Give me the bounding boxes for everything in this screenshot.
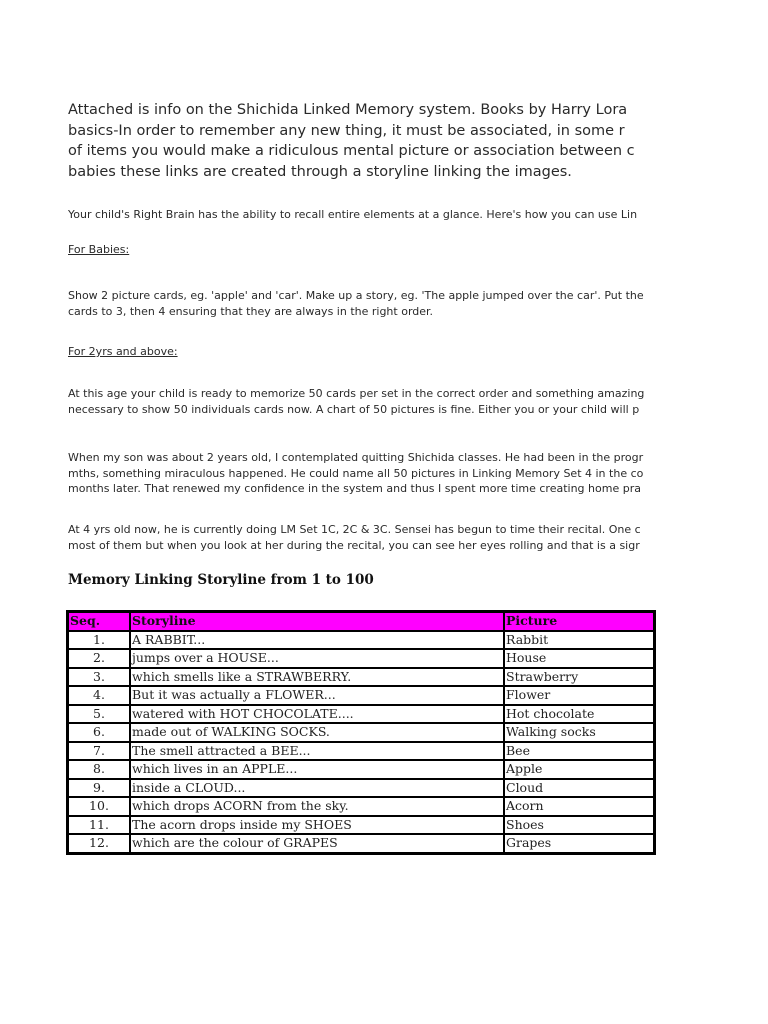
seq-cell: 12. bbox=[68, 834, 131, 853]
table-row bbox=[68, 797, 655, 816]
picture-cell: Grapes bbox=[504, 834, 655, 853]
intro-line: babies these links are created through a storyline linking the images. bbox=[68, 163, 572, 180]
table-header-row bbox=[68, 612, 655, 631]
header-seq: Seq. bbox=[68, 612, 131, 631]
toddlers-line: necessary to show 50 individuals cards now. A chart of 50 pictures is fine. Either you or your child will p bbox=[68, 402, 640, 416]
toddlers-heading: For 2yrs and above: bbox=[68, 345, 178, 358]
picture-cell: Acorn bbox=[504, 797, 655, 816]
recital-line: most of them but when you look at her during the recital, you can see her eyes rolling and that is a sigr bbox=[68, 538, 640, 552]
recital-paragraph bbox=[68, 522, 656, 553]
table-row bbox=[68, 686, 655, 705]
seq-cell: 3. bbox=[68, 668, 131, 687]
right-brain-line: Your child's Right Brain has the ability to recall entire elements at a glance. Here's how you can use Lin bbox=[68, 208, 638, 221]
babies-paragraph bbox=[68, 288, 656, 319]
picture-cell: Rabbit bbox=[504, 631, 655, 650]
intro-line: of items you would make a ridiculous mental picture or association between c bbox=[68, 143, 635, 159]
babies-heading: For Babies: bbox=[68, 243, 130, 256]
seq-cell: 4. bbox=[68, 686, 131, 705]
seq-cell: 2. bbox=[68, 649, 131, 668]
table-title: Memory Linking Storyline from 1 to 100 bbox=[68, 572, 374, 588]
picture-cell: Walking socks bbox=[504, 723, 655, 742]
header-storyline: Storyline bbox=[130, 612, 504, 631]
right-brain-paragraph bbox=[68, 207, 656, 223]
seq-cell: 7. bbox=[68, 742, 131, 761]
table-row bbox=[68, 631, 655, 650]
storyline-cell: which smells like a STRAWBERRY. bbox=[130, 668, 504, 687]
storyline-table bbox=[66, 610, 656, 855]
storyline-cell: The acorn drops inside my SHOES bbox=[130, 816, 504, 835]
storyline-cell: which drops ACORN from the sky. bbox=[130, 797, 504, 816]
storyline-cell: which lives in an APPLE... bbox=[130, 760, 504, 779]
picture-cell: Hot chocolate bbox=[504, 705, 655, 724]
storyline-cell: made out of WALKING SOCKS. bbox=[130, 723, 504, 742]
son-line: months later. That renewed my confidence in the system and thus I spent more time creating home pra bbox=[68, 482, 641, 495]
storyline-cell: inside a CLOUD... bbox=[130, 779, 504, 798]
toddlers-line: At this age your child is ready to memorize 50 cards per set in the correct order and something amazing bbox=[68, 387, 645, 400]
seq-cell: 9. bbox=[68, 779, 131, 798]
son-line: When my son was about 2 years old, I contemplated quitting Shichida classes. He had been in the progr bbox=[68, 451, 644, 464]
storyline-cell: A RABBIT... bbox=[130, 631, 504, 650]
seq-cell: 8. bbox=[68, 760, 131, 779]
table-row bbox=[68, 816, 655, 835]
son-paragraph bbox=[68, 450, 656, 497]
seq-cell: 5. bbox=[68, 705, 131, 724]
son-line: mths, something miraculous happened. He could name all 50 pictures in Linking Memory Set 4 in the co bbox=[68, 466, 644, 480]
table-row bbox=[68, 742, 655, 761]
intro-line: basics-In order to remember any new thing, it must be associated, in some r bbox=[68, 122, 625, 139]
storyline-cell: which are the colour of GRAPES bbox=[130, 834, 504, 853]
picture-cell: Strawberry bbox=[504, 668, 655, 687]
picture-cell: Cloud bbox=[504, 779, 655, 798]
picture-cell: Flower bbox=[504, 686, 655, 705]
seq-cell: 6. bbox=[68, 723, 131, 742]
picture-cell: House bbox=[504, 649, 655, 668]
recital-line: At 4 yrs old now, he is currently doing LM Set 1C, 2C & 3C. Sensei has begun to time their recital. One c bbox=[68, 523, 641, 536]
babies-line: cards to 3, then 4 ensuring that they are always in the right order. bbox=[68, 304, 434, 318]
table-row bbox=[68, 705, 655, 724]
intro-paragraph bbox=[68, 100, 656, 182]
header-picture: Picture bbox=[504, 612, 655, 631]
table-row bbox=[68, 760, 655, 779]
storyline-cell: jumps over a HOUSE... bbox=[130, 649, 504, 668]
picture-cell: Bee bbox=[504, 742, 655, 761]
storyline-cell: watered with HOT CHOCOLATE.... bbox=[130, 705, 504, 724]
table-row bbox=[68, 779, 655, 798]
storyline-cell: But it was actually a FLOWER... bbox=[130, 686, 504, 705]
toddlers-paragraph bbox=[68, 386, 656, 417]
picture-cell: Apple bbox=[504, 760, 655, 779]
storyline-cell: The smell attracted a BEE... bbox=[130, 742, 504, 761]
table-row bbox=[68, 834, 655, 853]
seq-cell: 10. bbox=[68, 797, 131, 816]
babies-line: Show 2 picture cards, eg. 'apple' and 'car'. Make up a story, eg. 'The apple jumped over the car'. Put the bbox=[68, 289, 644, 302]
picture-cell: Shoes bbox=[504, 816, 655, 835]
table-row bbox=[68, 649, 655, 668]
table-row bbox=[68, 723, 655, 742]
seq-cell: 11. bbox=[68, 816, 131, 835]
intro-line: Attached is info on the Shichida Linked Memory system. Books by Harry Lora bbox=[68, 102, 628, 118]
seq-cell: 1. bbox=[68, 631, 131, 650]
table-row bbox=[68, 668, 655, 687]
